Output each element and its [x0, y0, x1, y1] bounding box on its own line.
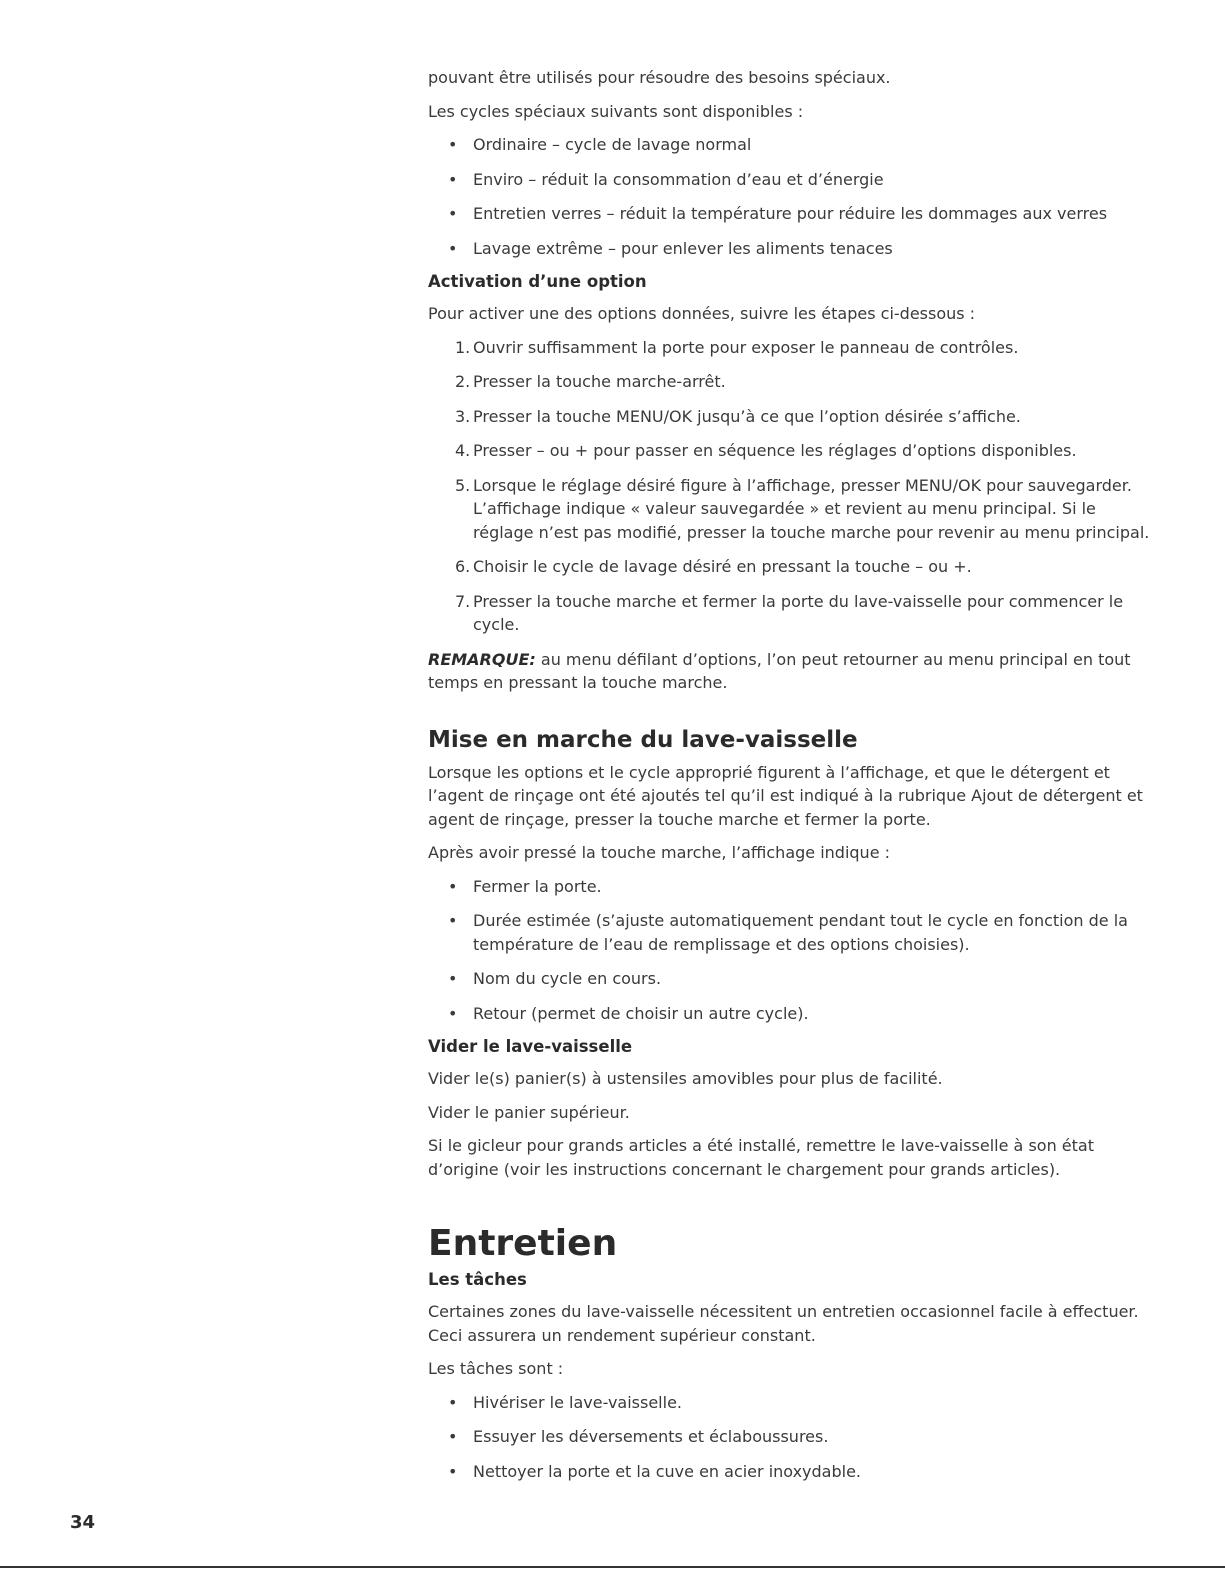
empty-paragraph: Si le gicleur pour grands articles a été installé, remettre le lave-vaisselle à son état d’origine (voir les instructions concernant le chargement pour grands articles). — [428, 1136, 1094, 1179]
page-content — [428, 66, 1158, 1494]
cycles-list — [428, 133, 1158, 260]
maintenance-title: Entretien — [428, 1223, 618, 1264]
bottom-rule — [0, 1566, 1225, 1568]
step-item — [428, 555, 1158, 579]
step-number: 6. — [455, 557, 471, 576]
list-item: • Hivériser le lave-vaisselle. — [428, 1391, 1158, 1415]
step-number: 4. — [455, 441, 471, 460]
list-item: • Nom du cycle en cours. — [428, 967, 1158, 991]
list-item: • Lavage extrême – pour enlever les aliments tenaces — [428, 237, 1158, 261]
step-number: 7. — [455, 591, 471, 611]
step-text: Presser la touche marche-arrêt. — [473, 372, 726, 391]
list-item: • Fermer la porte. — [428, 875, 1158, 899]
list-item: • Entretien verres – réduit la température pour réduire les dommages aux verres — [428, 202, 1158, 226]
step-item — [428, 336, 1158, 360]
step-number: 2. — [455, 372, 471, 391]
step-text: Ouvrir suffisamment la porte pour exposer le panneau de contrôles. — [473, 337, 1019, 357]
intro-line: pouvant être utilisés pour résoudre des besoins spéciaux. — [428, 68, 891, 87]
tasks-heading: Les tâches — [428, 1270, 527, 1289]
step-text: Choisir le cycle de lavage désiré en pressant la touche – ou +. — [473, 557, 972, 576]
tasks-intro: Les tâches sont : — [428, 1359, 564, 1378]
activation-intro: Pour activer une des options données, suivre les étapes ci-dessous : — [428, 304, 976, 323]
list-item: • Ordinaire – cycle de lavage normal — [428, 133, 1158, 157]
note-label: REMARQUE: — [428, 649, 536, 669]
cycles-intro: Les cycles spéciaux suivants sont disponibles : — [428, 101, 804, 121]
step-item — [428, 474, 1158, 545]
step-item — [428, 405, 1158, 429]
list-item: • Durée estimée (s’ajuste automatiquement pendant tout le cycle en fonction de la température de l’eau de remplissage et des options choisies). — [428, 909, 1158, 956]
tasks-list — [428, 1391, 1158, 1484]
empty-heading: Vider le lave-vaisselle — [428, 1037, 633, 1056]
list-item: • Essuyer les déversements et éclaboussures. — [428, 1425, 1158, 1449]
start-display-intro: Après avoir pressé la touche marche, l’affichage indique : — [428, 843, 891, 862]
activation-heading: Activation d’une option — [428, 272, 647, 291]
note-text: au menu défilant d’options, l’on peut retourner au menu principal en tout temps en pressant la touche marche. — [428, 649, 1131, 692]
page-number: 34 — [70, 1512, 96, 1533]
step-number: 5. — [455, 475, 471, 495]
note — [428, 648, 1158, 695]
step-text: Presser la touche MENU/OK jusqu’à ce que l’option désirée s’affiche. — [473, 406, 1021, 426]
step-item — [428, 439, 1158, 463]
step-text: Presser – ou + pour passer en séquence les réglages d’options disponibles. — [473, 441, 1077, 460]
list-item: • Enviro – réduit la consommation d’eau et d’énergie — [428, 168, 1158, 192]
step-item — [428, 370, 1158, 394]
step-number: 3. — [455, 406, 471, 426]
activation-steps — [428, 336, 1158, 637]
step-number: 1. — [455, 337, 471, 357]
start-paragraph: Lorsque les options et le cycle approprié figurent à l’affichage, et que le détergent et l’agent de rinçage ont été ajoutés tel qu’il est indiqué à la rubrique Ajout de détergent et agent de rinçage, presser la touche marche et fermer la porte. — [428, 762, 1143, 829]
tasks-paragraph: Certaines zones du lave-vaisselle nécessitent un entretien occasionnel facile à effectuer. Ceci assurera un rendement supérieur constant. — [428, 1302, 1139, 1345]
display-list — [428, 875, 1158, 1026]
step-text: Presser la touche marche et fermer la porte du lave-vaisselle pour commencer le cycle. — [473, 591, 1124, 634]
list-item: • Retour (permet de choisir un autre cycle). — [428, 1002, 1158, 1026]
empty-paragraph: Vider le panier supérieur. — [428, 1102, 630, 1122]
start-heading: Mise en marche du lave-vaisselle — [428, 726, 858, 753]
step-item — [428, 590, 1158, 637]
list-item: • Nettoyer la porte et la cuve en acier inoxydable. — [428, 1460, 1158, 1484]
step-text: Lorsque le réglage désiré figure à l’affichage, presser MENU/OK pour sauvegarder. L’affichage indique « valeur sauvegardée » et revient au menu principal. Si le réglage n’est pas modifié, presser la touche marche pour revenir au menu principal. — [473, 475, 1150, 542]
empty-paragraph: Vider le(s) panier(s) à ustensiles amovibles pour plus de facilité. — [428, 1069, 943, 1088]
